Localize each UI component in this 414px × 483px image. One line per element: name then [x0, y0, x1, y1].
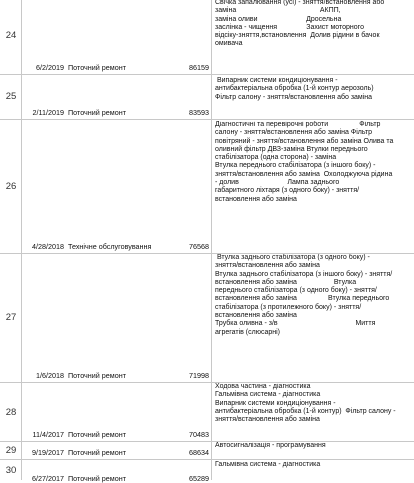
row-number: 30 [5, 465, 17, 476]
works-description: Автосигналізація - програмування [215, 442, 326, 449]
mileage-cell [176, 383, 212, 441]
mileage: 71998 [189, 371, 209, 380]
service-date: 6/27/2017 [32, 474, 64, 483]
service-date: 6/2/2019 [36, 63, 64, 72]
works-description: Випарник системи кондиціонування - антибактеріальна обробка (1-й контур аерозоль) Фільтр салону - зняття/встановлення або заміна [215, 77, 374, 101]
service-type: Поточний ремонт [68, 474, 126, 483]
row-number: 28 [5, 407, 17, 418]
row-number-cell [0, 120, 22, 253]
service-type-cell [64, 383, 176, 441]
service-type: Поточний ремонт [68, 448, 126, 457]
row-number-cell [0, 460, 22, 480]
works-cell [212, 0, 414, 74]
service-type-cell [64, 120, 176, 253]
table-row [0, 383, 414, 441]
date-cell [22, 0, 64, 74]
works-cell [212, 75, 414, 119]
works-description: Свічка запалювання (усі) - зняття/встановлення або заміна АКПП, заміна оливи Дросельна заслінка - чищення Захист моторного відсіку-зняття,встановлення Долив рідини в бачок омивача [215, 0, 385, 48]
row-number: 26 [5, 181, 17, 192]
row-number: 24 [5, 30, 17, 41]
service-type: Поточний ремонт [68, 108, 126, 117]
works-cell [212, 460, 414, 480]
mileage: 65289 [189, 474, 209, 483]
mileage-cell [176, 460, 212, 483]
row-number-cell [0, 0, 22, 74]
mileage-cell [176, 0, 212, 74]
row-number: 25 [5, 91, 17, 102]
service-type-cell [64, 0, 176, 74]
works-cell [212, 120, 414, 253]
service-type-cell [64, 442, 176, 459]
table-row [0, 442, 414, 459]
date-cell [22, 254, 64, 382]
mileage: 70483 [189, 430, 209, 439]
mileage-cell [176, 254, 212, 382]
row-number-cell [0, 383, 22, 441]
works-description: Гальмівна система - діагностика [215, 461, 321, 468]
service-date: 11/4/2017 [32, 430, 64, 439]
mileage: 76568 [189, 242, 209, 251]
table-row [0, 120, 414, 253]
row-number: 27 [5, 312, 17, 323]
table-row [0, 460, 414, 483]
service-type-cell [64, 460, 176, 483]
works-description: Ходова частина - діагностика Гальмівна система - діагностика Випарник системи кондиціонування - антибактеріальна обробка (1-й контур) Фільтр салону - зняття/встановлення або заміна [215, 383, 396, 424]
date-cell [22, 383, 64, 441]
table-row [0, 75, 414, 119]
date-cell [22, 120, 64, 253]
service-type-cell [64, 254, 176, 382]
row-number-cell [0, 442, 22, 459]
service-type: Поточний ремонт [68, 371, 126, 380]
service-date: 2/11/2019 [32, 108, 64, 117]
works-cell [212, 442, 414, 459]
works-cell [212, 254, 414, 382]
table-row [0, 254, 414, 382]
mileage: 83593 [189, 108, 209, 117]
table-row [0, 0, 414, 74]
date-cell [22, 460, 64, 483]
row-number-cell [0, 254, 22, 382]
works-description: Втулка заднього стабілізатора (з одного боку) - зняття/встановлення або заміна Втулка заднього стабілізатора (з іншого боку) - зняття/ встановлення або заміна Втулка переднього стабілізатора (з одного боку) - зняття/ встановлення або заміна Втулка переднього стабілізатора (з протилежного боку) - зняття/ встановлення або заміна Трубка оливна - з/в Миття агрегатів (слюсарні) [215, 254, 393, 336]
service-type-cell [64, 75, 176, 119]
mileage-cell [176, 75, 212, 119]
service-date: 9/19/2017 [32, 448, 64, 457]
date-cell [22, 75, 64, 119]
service-type: Поточний ремонт [68, 430, 126, 439]
service-type: Технічне обслуговування [68, 242, 152, 251]
mileage: 68634 [189, 448, 209, 457]
row-number: 29 [5, 445, 17, 456]
mileage-cell [176, 120, 212, 253]
date-cell [22, 442, 64, 459]
service-date: 1/6/2018 [36, 371, 64, 380]
row-number-cell [0, 75, 22, 119]
mileage: 86159 [189, 63, 209, 72]
mileage-cell [176, 442, 212, 459]
service-date: 4/28/2018 [32, 242, 64, 251]
service-type: Поточний ремонт [68, 63, 126, 72]
works-description: Діагностичні та перевірочні роботи Фільтр салону - зняття/встановлення або заміна Фільтр повітряний - зняття/встановлення або заміна Олива та оливний фільтр ДВЗ-заміна Втулки переднього стабілізатора (одна сторона) - заміна Втулка переднього стабілізатора (з іншого боку) - зняття/встановлення або заміна Охолоджуюча рідина - долив Лампа заднього габаритного ліхтаря (з одного боку) - зняття/ встановлення або заміна [215, 121, 394, 203]
works-cell [212, 383, 414, 441]
